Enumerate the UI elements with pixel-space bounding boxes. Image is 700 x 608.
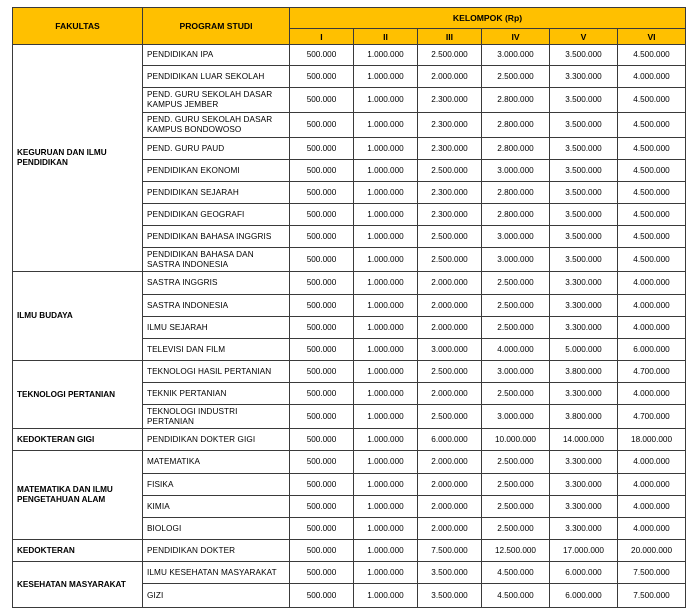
- fee-cell-group-ii: 1.000.000: [354, 317, 418, 339]
- fee-cell-group-vi: 4.700.000: [618, 405, 686, 429]
- header-kelompok: KELOMPOK (Rp): [290, 8, 686, 29]
- faculty-name-line: PENDIDIKAN: [17, 158, 68, 167]
- fee-cell-group-iv: 2.500.000: [482, 272, 550, 295]
- fee-cell-group-iv: 2.800.000: [482, 113, 550, 138]
- fee-cell-group-i: 500.000: [290, 226, 354, 248]
- fee-cell-group-iv: 3.000.000: [482, 226, 550, 248]
- fee-cell-group-i: 500.000: [290, 405, 354, 429]
- fee-cell-group-ii: 1.000.000: [354, 562, 418, 584]
- fee-cell-group-ii: 1.000.000: [354, 182, 418, 204]
- program-name-cell: KIMIA: [143, 496, 290, 518]
- fee-cell-group-iii: 2.300.000: [418, 138, 482, 160]
- fee-cell-group-v: 3.500.000: [550, 160, 618, 182]
- fee-cell-group-v: 17.000.000: [550, 540, 618, 562]
- header-group-iv: IV: [482, 29, 550, 45]
- fee-cell-group-i: 500.000: [290, 113, 354, 138]
- fee-cell-group-v: 3.300.000: [550, 383, 618, 405]
- fee-cell-group-ii: 1.000.000: [354, 45, 418, 66]
- fee-cell-group-ii: 1.000.000: [354, 405, 418, 429]
- fee-cell-group-v: 3.500.000: [550, 226, 618, 248]
- fee-cell-group-iv: 2.500.000: [482, 66, 550, 88]
- faculty-cell: [13, 361, 143, 429]
- fee-cell-group-vi: 4.000.000: [618, 518, 686, 540]
- program-name-cell: PENDIDIKAN GEOGRAFI: [143, 204, 290, 226]
- program-name-cell: MATEMATIKA: [143, 451, 290, 474]
- fee-table-body: [13, 45, 686, 608]
- fee-cell-group-iii: 2.300.000: [418, 204, 482, 226]
- header-program-studi: PROGRAM STUDI: [143, 8, 290, 45]
- faculty-name-line: TEKNOLOGI PERTANIAN: [17, 389, 116, 399]
- fee-cell-group-vi: 4.000.000: [618, 474, 686, 496]
- program-name-cell: PENDIDIKAN BAHASA INGGRIS: [143, 226, 290, 248]
- fee-cell-group-iv: 2.800.000: [482, 138, 550, 160]
- fee-cell-group-iv: 4.500.000: [482, 584, 550, 608]
- fee-cell-group-v: 3.300.000: [550, 295, 618, 317]
- fee-cell-group-iii: 3.500.000: [418, 584, 482, 608]
- fee-cell-group-iii: 2.500.000: [418, 405, 482, 429]
- fee-cell-group-v: 3.800.000: [550, 361, 618, 383]
- fee-cell-group-vi: 6.000.000: [618, 339, 686, 361]
- fee-cell-group-i: 500.000: [290, 562, 354, 584]
- fee-cell-group-iv: 2.800.000: [482, 204, 550, 226]
- fee-cell-group-ii: 1.000.000: [354, 160, 418, 182]
- fee-cell-group-vi: 4.500.000: [618, 45, 686, 66]
- fee-cell-group-iii: 2.300.000: [418, 88, 482, 113]
- fee-cell-group-iii: 2.000.000: [418, 474, 482, 496]
- fee-cell-group-vi: 7.500.000: [618, 584, 686, 608]
- fee-cell-group-iv: 3.000.000: [482, 45, 550, 66]
- fee-cell-group-vi: 4.700.000: [618, 361, 686, 383]
- fee-cell-group-iii: 2.500.000: [418, 160, 482, 182]
- fee-cell-group-iv: 4.500.000: [482, 562, 550, 584]
- fee-cell-group-iv: 3.000.000: [482, 361, 550, 383]
- fee-cell-group-iv: 2.800.000: [482, 182, 550, 204]
- program-name-cell: BIOLOGI: [143, 518, 290, 540]
- fee-cell-group-vi: 4.000.000: [618, 66, 686, 88]
- fee-cell-group-iii: 3.500.000: [418, 562, 482, 584]
- fee-cell-group-i: 500.000: [290, 361, 354, 383]
- header-group-iii: III: [418, 29, 482, 45]
- header-group-i: I: [290, 29, 354, 45]
- fee-cell-group-iv: 4.000.000: [482, 339, 550, 361]
- fee-cell-group-iii: 2.000.000: [418, 295, 482, 317]
- fee-cell-group-vi: 18.000.000: [618, 429, 686, 451]
- fee-cell-group-ii: 1.000.000: [354, 113, 418, 138]
- header-group-vi: VI: [618, 29, 686, 45]
- fee-cell-group-ii: 1.000.000: [354, 584, 418, 608]
- fee-cell-group-vi: 20.000.000: [618, 540, 686, 562]
- fee-cell-group-iii: 2.300.000: [418, 113, 482, 138]
- fee-cell-group-ii: 1.000.000: [354, 226, 418, 248]
- faculty-cell: [13, 429, 143, 451]
- fee-cell-group-ii: 1.000.000: [354, 248, 418, 272]
- fee-cell-group-ii: 1.000.000: [354, 540, 418, 562]
- fee-cell-group-v: 3.500.000: [550, 182, 618, 204]
- fee-cell-group-v: 3.300.000: [550, 518, 618, 540]
- fee-cell-group-iii: 2.000.000: [418, 272, 482, 295]
- table-row: [13, 451, 686, 474]
- table-row: [13, 361, 686, 383]
- fee-cell-group-vi: 4.000.000: [618, 451, 686, 474]
- fee-cell-group-ii: 1.000.000: [354, 88, 418, 113]
- program-name-cell: TEKNIK PERTANIAN: [143, 383, 290, 405]
- fee-cell-group-v: 6.000.000: [550, 562, 618, 584]
- table-row: [13, 272, 686, 295]
- fee-cell-group-v: 3.500.000: [550, 45, 618, 66]
- program-name-cell: PENDIDIKAN BAHASA DAN SASTRA INDONESIA: [143, 248, 290, 272]
- fee-cell-group-vi: 4.000.000: [618, 295, 686, 317]
- fee-cell-group-i: 500.000: [290, 204, 354, 226]
- program-name-cell: PENDIDIKAN IPA: [143, 45, 290, 66]
- fee-cell-group-ii: 1.000.000: [354, 383, 418, 405]
- fee-cell-group-iii: 6.000.000: [418, 429, 482, 451]
- fee-cell-group-vi: 7.500.000: [618, 562, 686, 584]
- program-name-cell: PEND. GURU SEKOLAH DASAR KAMPUS JEMBER: [143, 88, 290, 113]
- fee-cell-group-vi: 4.000.000: [618, 383, 686, 405]
- fee-cell-group-i: 500.000: [290, 66, 354, 88]
- fee-cell-group-i: 500.000: [290, 429, 354, 451]
- fee-cell-group-vi: 4.500.000: [618, 113, 686, 138]
- tuition-fee-table: [12, 7, 686, 608]
- fee-cell-group-v: 3.300.000: [550, 496, 618, 518]
- program-name-cell: FISIKA: [143, 474, 290, 496]
- fee-cell-group-v: 3.500.000: [550, 204, 618, 226]
- faculty-cell: [13, 45, 143, 272]
- program-name-cell: GIZI: [143, 584, 290, 608]
- fee-cell-group-v: 3.300.000: [550, 451, 618, 474]
- program-name-cell: PENDIDIKAN DOKTER GIGI: [143, 429, 290, 451]
- fee-cell-group-iii: 2.000.000: [418, 451, 482, 474]
- fee-cell-group-iv: 2.500.000: [482, 383, 550, 405]
- fee-cell-group-i: 500.000: [290, 540, 354, 562]
- fee-cell-group-vi: 4.500.000: [618, 248, 686, 272]
- fee-cell-group-v: 3.500.000: [550, 88, 618, 113]
- fee-cell-group-vi: 4.500.000: [618, 88, 686, 113]
- fee-cell-group-iv: 10.000.000: [482, 429, 550, 451]
- faculty-cell: [13, 540, 143, 562]
- fee-cell-group-iii: 2.500.000: [418, 248, 482, 272]
- faculty-name-line: ILMU BUDAYA: [17, 311, 73, 320]
- fee-cell-group-iii: 2.000.000: [418, 66, 482, 88]
- program-name-cell: ILMU KESEHATAN MASYARAKAT: [143, 562, 290, 584]
- fee-cell-group-iii: 7.500.000: [418, 540, 482, 562]
- fee-cell-group-ii: 1.000.000: [354, 518, 418, 540]
- fee-cell-group-vi: 4.500.000: [618, 138, 686, 160]
- fee-cell-group-v: 3.300.000: [550, 317, 618, 339]
- fee-cell-group-vi: 4.500.000: [618, 160, 686, 182]
- fee-cell-group-ii: 1.000.000: [354, 204, 418, 226]
- program-name-cell: ILMU SEJARAH: [143, 317, 290, 339]
- fee-cell-group-v: 5.000.000: [550, 339, 618, 361]
- fee-cell-group-vi: 4.000.000: [618, 496, 686, 518]
- fee-cell-group-i: 500.000: [290, 248, 354, 272]
- fee-cell-group-iv: 2.500.000: [482, 451, 550, 474]
- fee-cell-group-ii: 1.000.000: [354, 339, 418, 361]
- fee-cell-group-iii: 2.500.000: [418, 226, 482, 248]
- fee-cell-group-iii: 3.000.000: [418, 339, 482, 361]
- table-row: [13, 540, 686, 562]
- fee-cell-group-v: 3.800.000: [550, 405, 618, 429]
- fee-cell-group-i: 500.000: [290, 584, 354, 608]
- fee-cell-group-iii: 2.000.000: [418, 518, 482, 540]
- fee-cell-group-ii: 1.000.000: [354, 429, 418, 451]
- program-name-cell: TEKNOLOGI HASIL PERTANIAN: [143, 361, 290, 383]
- fee-cell-group-i: 500.000: [290, 383, 354, 405]
- fee-cell-group-iii: 2.000.000: [418, 383, 482, 405]
- program-name-cell: SASTRA INGGRIS: [143, 272, 290, 295]
- faculty-cell: [13, 562, 143, 608]
- fee-cell-group-ii: 1.000.000: [354, 66, 418, 88]
- fee-cell-group-ii: 1.000.000: [354, 451, 418, 474]
- program-name-cell: TEKNOLOGI INDUSTRI PERTANIAN: [143, 405, 290, 429]
- fee-cell-group-ii: 1.000.000: [354, 272, 418, 295]
- fee-cell-group-iv: 3.000.000: [482, 160, 550, 182]
- program-name-cell: PENDIDIKAN EKONOMI: [143, 160, 290, 182]
- faculty-cell: [13, 451, 143, 540]
- fee-cell-group-ii: 1.000.000: [354, 138, 418, 160]
- fee-cell-group-vi: 4.500.000: [618, 226, 686, 248]
- fee-cell-group-i: 500.000: [290, 451, 354, 474]
- fee-cell-group-i: 500.000: [290, 272, 354, 295]
- faculty-cell: [13, 272, 143, 361]
- fee-cell-group-iv: 2.800.000: [482, 88, 550, 113]
- fee-cell-group-iv: 3.000.000: [482, 248, 550, 272]
- fee-cell-group-ii: 1.000.000: [354, 474, 418, 496]
- table-row: [13, 562, 686, 584]
- faculty-name-line: KEGURUAN DAN ILMU: [17, 148, 107, 157]
- fee-cell-group-v: 3.300.000: [550, 474, 618, 496]
- fee-cell-group-iii: 2.000.000: [418, 317, 482, 339]
- fee-cell-group-v: 3.300.000: [550, 66, 618, 88]
- header-group-v: V: [550, 29, 618, 45]
- fee-cell-group-i: 500.000: [290, 339, 354, 361]
- fee-cell-group-iii: 2.500.000: [418, 45, 482, 66]
- fee-cell-group-iv: 3.000.000: [482, 405, 550, 429]
- fee-cell-group-v: 6.000.000: [550, 584, 618, 608]
- fee-cell-group-v: 3.300.000: [550, 272, 618, 295]
- faculty-name-line: PENGETAHUAN ALAM: [17, 495, 106, 504]
- fee-cell-group-i: 500.000: [290, 182, 354, 204]
- program-name-cell: PENDIDIKAN SEJARAH: [143, 182, 290, 204]
- fee-cell-group-v: 14.000.000: [550, 429, 618, 451]
- header-group-ii: II: [354, 29, 418, 45]
- fee-cell-group-i: 500.000: [290, 160, 354, 182]
- program-name-cell: PEND. GURU SEKOLAH DASAR KAMPUS BONDOWOSO: [143, 113, 290, 138]
- fee-cell-group-vi: 4.000.000: [618, 317, 686, 339]
- program-name-cell: PENDIDIKAN LUAR SEKOLAH: [143, 66, 290, 88]
- fee-cell-group-i: 500.000: [290, 496, 354, 518]
- fee-cell-group-iv: 2.500.000: [482, 518, 550, 540]
- fee-cell-group-iii: 2.000.000: [418, 496, 482, 518]
- fee-cell-group-vi: 4.500.000: [618, 182, 686, 204]
- fee-cell-group-v: 3.500.000: [550, 113, 618, 138]
- fee-cell-group-i: 500.000: [290, 295, 354, 317]
- fee-cell-group-iv: 2.500.000: [482, 474, 550, 496]
- fee-cell-group-i: 500.000: [290, 474, 354, 496]
- fee-cell-group-ii: 1.000.000: [354, 496, 418, 518]
- fee-cell-group-iii: 2.300.000: [418, 182, 482, 204]
- faculty-name-line: MATEMATIKA DAN ILMU: [17, 485, 113, 494]
- fee-cell-group-vi: 4.000.000: [618, 272, 686, 295]
- fee-cell-group-iii: 2.500.000: [418, 361, 482, 383]
- fee-cell-group-i: 500.000: [290, 138, 354, 160]
- fee-cell-group-iv: 2.500.000: [482, 496, 550, 518]
- fee-cell-group-iv: 12.500.000: [482, 540, 550, 562]
- header-fakultas: FAKULTAS: [13, 8, 143, 45]
- faculty-name-line: KEDOKTERAN GIGI: [17, 434, 95, 444]
- program-name-cell: PENDIDIKAN DOKTER: [143, 540, 290, 562]
- fee-cell-group-iv: 2.500.000: [482, 295, 550, 317]
- fee-cell-group-iv: 2.500.000: [482, 317, 550, 339]
- fee-cell-group-vi: 4.500.000: [618, 204, 686, 226]
- fee-cell-group-i: 500.000: [290, 518, 354, 540]
- faculty-name-line: KEDOKTERAN: [17, 545, 75, 555]
- fee-cell-group-i: 500.000: [290, 317, 354, 339]
- table-row: [13, 429, 686, 451]
- program-name-cell: SASTRA INDONESIA: [143, 295, 290, 317]
- fee-cell-group-v: 3.500.000: [550, 138, 618, 160]
- fee-cell-group-ii: 1.000.000: [354, 295, 418, 317]
- faculty-name-line: KESEHATAN MASYARAKAT: [17, 579, 126, 589]
- program-name-cell: TELEVISI DAN FILM: [143, 339, 290, 361]
- fee-table-container: [12, 7, 686, 608]
- fee-cell-group-i: 500.000: [290, 88, 354, 113]
- table-row: [13, 45, 686, 66]
- fee-cell-group-v: 3.500.000: [550, 248, 618, 272]
- fee-cell-group-i: 500.000: [290, 45, 354, 66]
- program-name-cell: PEND. GURU PAUD: [143, 138, 290, 160]
- fee-cell-group-ii: 1.000.000: [354, 361, 418, 383]
